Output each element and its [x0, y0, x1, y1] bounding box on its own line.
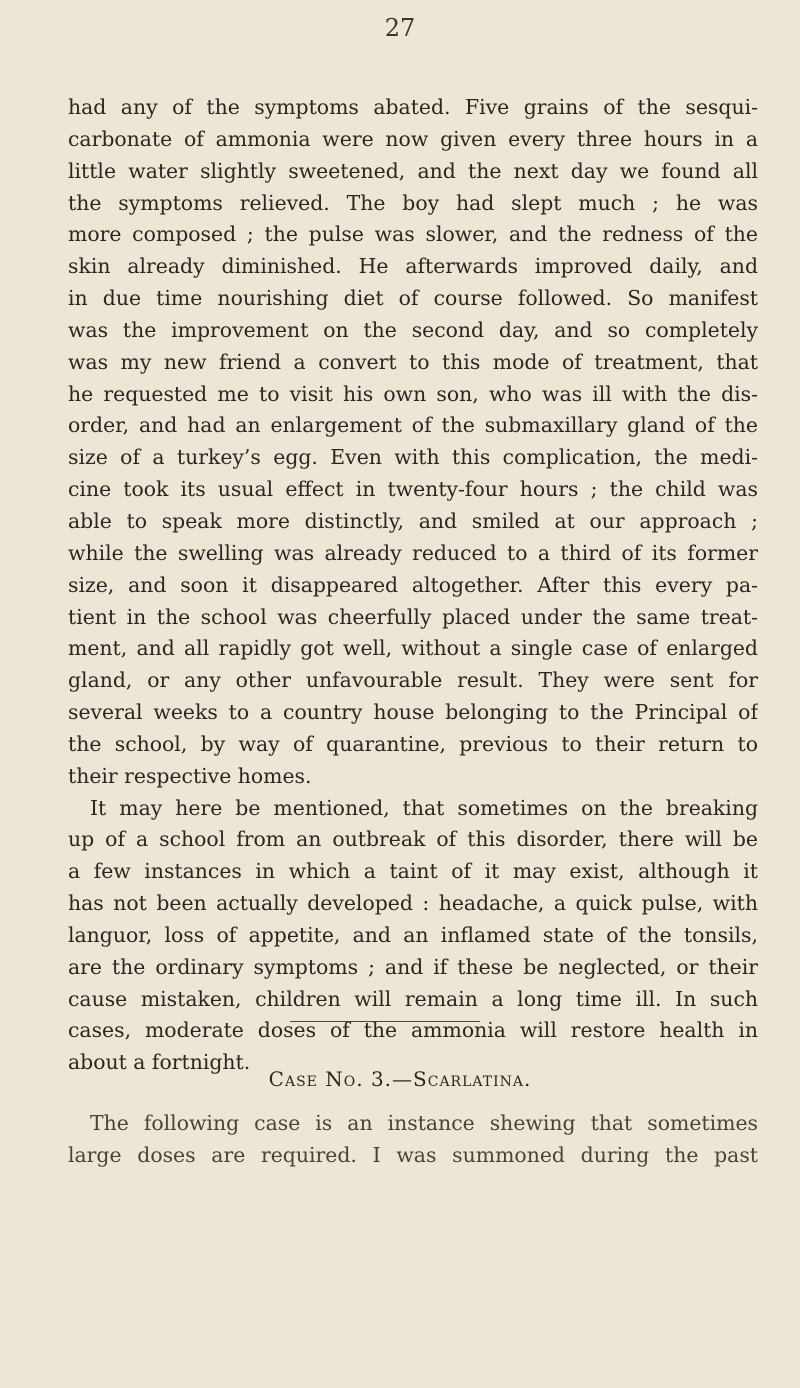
text-line: little water slightly sweetened, and the next day we found all: [68, 158, 758, 183]
text-line: order, and had an enlargement of the submaxillary gland of the: [68, 413, 758, 438]
text-line: cause mistaken, children will remain a long time ill. In such: [68, 986, 758, 1011]
text-line: carbonate of ammonia were now given every three hours in a: [68, 126, 758, 151]
case-heading: Case No. 3.—Scarlatina.: [268, 1067, 532, 1091]
text-line: a few instances in which a taint of it may exist, although it: [68, 859, 758, 884]
text-line: was the improvement on the second day, and so completely: [68, 317, 758, 342]
text-line: he requested me to visit his own son, who was ill with the dis-: [68, 381, 758, 406]
page-number: 27: [384, 14, 416, 42]
text-line: large doses are required. I was summoned during the past: [68, 1142, 758, 1167]
text-line: about a fortnight.: [68, 1050, 251, 1075]
case-text: [68, 1108, 758, 1172]
text-line: tient in the school was cheerfully placed under the same treat-: [68, 604, 758, 629]
text-line: languor, loss of appetite, and an inflamed state of the tonsils,: [68, 922, 758, 947]
text-line: It may here be mentioned, that sometimes on the breaking: [90, 795, 758, 820]
text-line: had any of the symptoms abated. Five grains of the sesqui-: [68, 95, 758, 119]
text-line: size of a turkey’s egg. Even with this complication, the medi-: [68, 445, 758, 470]
text-line: has not been actually developed : headache, a quick pulse, with: [68, 891, 758, 916]
text-line: gland, or any other unfavourable result. They were sent for: [68, 668, 758, 693]
section-divider: [290, 1021, 480, 1022]
text-line: the school, by way of quarantine, previous to their return to: [68, 731, 758, 756]
text-line: skin already diminished. He afterwards improved daily, and: [68, 254, 758, 279]
text-line: while the swelling was already reduced to a third of its former: [68, 540, 758, 565]
text-line: cine took its usual effect in twenty-four hours ; the child was: [68, 477, 758, 502]
text-line: in due time nourishing diet of course followed. So manifest: [68, 286, 758, 311]
text-line: are the ordinary symptoms ; and if these be neglected, or their: [68, 954, 758, 979]
text-line: the symptoms relieved. The boy had slept much ; he was: [68, 190, 758, 215]
text-line: ment, and all rapidly got well, without a single case of enlarged: [68, 636, 758, 661]
text-line: size, and soon it disappeared altogether. After this every pa-: [68, 572, 758, 597]
text-line: several weeks to a country house belonging to the Principal of: [68, 700, 758, 725]
body-text: [68, 92, 758, 1079]
text-line: more composed ; the pulse was slower, and the redness of the: [68, 222, 758, 247]
text-line: up of a school from an outbreak of this disorder, there will be: [68, 827, 758, 852]
text-line: their respective homes.: [68, 763, 312, 788]
text-line: able to speak more distinctly, and smiled at our approach ;: [68, 508, 758, 533]
text-line: The following case is an instance shewing that sometimes: [90, 1111, 758, 1135]
text-line: cases, moderate doses of the ammonia will restore health in: [68, 1018, 758, 1043]
text-line: was my new friend a convert to this mode of treatment, that: [68, 349, 758, 374]
